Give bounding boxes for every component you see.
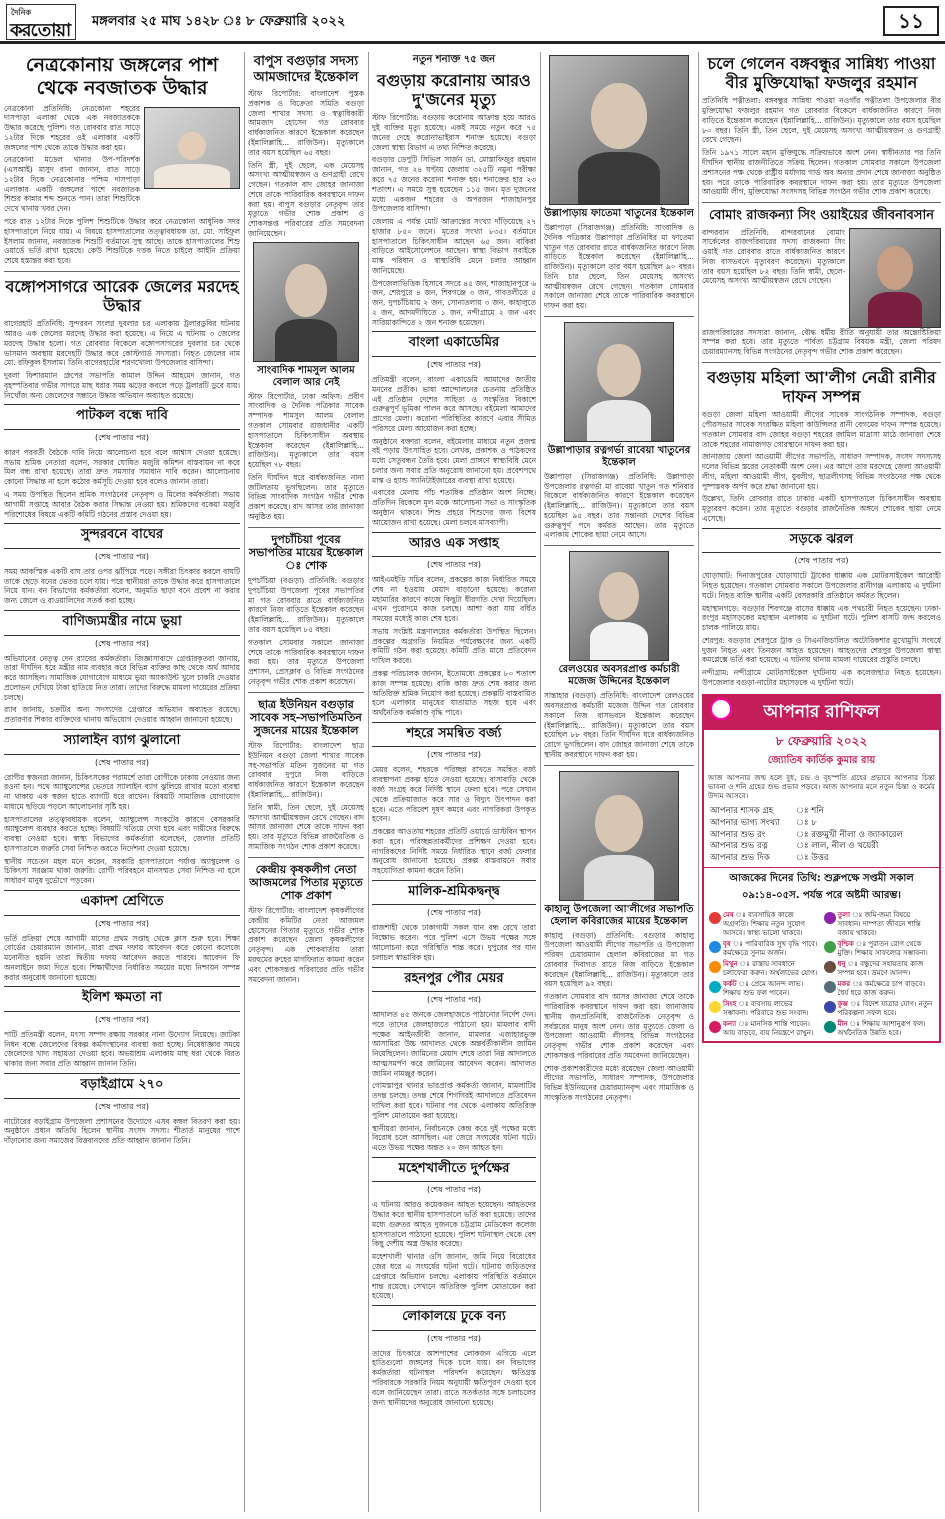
headline[interactable]: বড়াইগ্রামে ২৭০ xyxy=(80,1077,164,1092)
paragraph: প্রকল্প পরিচালক জানান, ইতোমধ্যে প্রকল্পের ৮০ শতাংশ কাজ সম্পন্ন হয়েছে। বাকি কাজ দ্রুত শেষ করার জন্য অতিরিক্ত শ্রমিক নিয়োগ করা হয়েছে। প্রকল্পটি বাস্তবায়িত হলে এলাকার মানুষের যাতায়াত সহজ হবে এবং অর্থনৈতিক কর্মকাণ্ড বৃদ্ধি পাবে। xyxy=(372,669,536,718)
zodiac-sign-forecast: ব্যবসায় লাভের সম্ভাবনা। পরিবারে শুভ সংবাদ। xyxy=(723,999,809,1017)
divider xyxy=(702,202,941,203)
zodiac-sign-forecast: পুরাতন রোগ থেকে মুক্তি। শিক্ষায় সাফল্যের সম্ভাবনা। xyxy=(837,940,928,958)
zodiac-sign-forecast: শিক্ষায় আশানুরূপ ফল। অর্থনৈতিক উন্নতি হবে। xyxy=(837,1019,926,1037)
zodiac-wheel-icon xyxy=(710,698,732,720)
headline[interactable]: চলে গেলেন বঙ্গবন্ধুর সান্নিধ্য পাওয়া বীর মুক্তিযোদ্ধা ফজলুর রহমান xyxy=(707,54,936,93)
newborn-photo xyxy=(144,107,240,189)
paragraph: বান্দরবান প্রতিনিধি: বান্দরবানের বোমাং সার্কেলের রাজপরিবারের সদস্য রাজকন্যা সিং ওয়াই গত রোববার রাতে বার্ধক্যজনিত কারণে নিজ বাসভবনে মৃত্যুবরণ করেছেন। মৃত্যুকালে তার বয়স হয়েছিল ৮২ বছর। তিনি স্বামী, ছেলে-মেয়েসহ অসংখ্য আত্মীয়স্বজন রেখে গেছেন। xyxy=(702,227,845,286)
paragraph: জেলায় এ পর্যন্ত মোট আক্রান্তের সংখ্যা দাঁড়িয়েছে ২৭ হাজার ৮৫০ জনে। মৃতের সংখ্যা ৮৩৫। বর্তমানে হাসপাতালে চিকিৎসাধীন আছেন ৬৫ জন। বাকিরা বাড়িতে আইসোলেশনে আছেন। স্বাস্থ্য বিভাগ সবাইকে মাস্ক পরিধান ও স্বাস্থ্যবিধি মেনে চলার আহ্বান জানিয়েছে। xyxy=(372,217,536,275)
continued-label: (শেষ পাতার পর) xyxy=(94,638,150,648)
paragraph: শেরপুর: বগুড়ার শেরপুরে ট্রাক ও সিএনজিচালিত অটোরিকশার মুখোমুখি সংঘর্ষে দুজন নিহত এবং তিনজন আহত হয়েছেন। আহতদের শেরপুর উপজেলা স্বাস্থ্য কমপ্লেক্সে ভর্তি করা হয়েছে। এ ঘটনায় থানায় মামলা দায়েরের প্রস্তুতি চলছে। xyxy=(702,635,941,665)
zodiac-sign-text: কর্কট ঃ প্রেমে আনন্দ লাভ। শিক্ষায় শুভ ফল পাবেন। xyxy=(723,978,804,997)
zodiac-sign-name: মীন xyxy=(837,1018,848,1028)
column-3 xyxy=(372,52,536,1512)
headline[interactable]: বাপুস বগুড়ার সদস্য আমজাদের ইন্তেকাল xyxy=(253,54,359,85)
photo-caption[interactable]: রেলওয়ের অবসরপ্রাপ্ত কর্মচারী মজেজ উদ্দিনের ইন্তেকাল xyxy=(558,664,680,688)
zodiac-sign-forecast: রাস্তায় সাবধানে চলাফেরা করুন। অর্থলাভের যোগ। xyxy=(723,960,818,977)
article-krishak-league xyxy=(248,863,364,985)
zodiac-sign-name: সিংহ xyxy=(723,998,737,1008)
photo-caption[interactable]: সাংবাদিক শামসুল আলম বেলাল আর নেই xyxy=(257,364,355,388)
article-rohanpur-mayor xyxy=(372,967,536,1153)
continued-label: (শেষ পাতার পর) xyxy=(794,556,849,566)
article-bapus-amjad xyxy=(248,54,364,239)
obituary-rabeya-khatun xyxy=(544,322,694,540)
elderly-woman-portrait xyxy=(559,771,679,901)
zodiac-sign-item xyxy=(822,999,937,1019)
continued-label: (শেষ পাতার পর) xyxy=(426,360,482,370)
zodiac-sign-forecast: জমি-জমা বিষয়ে সাবধান। দাম্পত্য জীবনে শান্তি বজায় থাকবে। xyxy=(837,911,921,938)
article-baraigram xyxy=(4,1073,240,1146)
zodiac-sign-forecast: পারিবারিক সুখ বৃদ্ধি পাবে। কর্মক্ষেত্রে সুনাম অর্জন। xyxy=(723,940,818,958)
continued-label: (শেষ পাতার পর) xyxy=(426,560,482,570)
zodiac-sign-forecast: বিদেশ যাত্রার যোগ। নতুন পরিকল্পনা সফল হবে। xyxy=(837,999,933,1017)
paragraph: স্টাফ রিপোর্টার: বাংলাদেশ ছাত্র ইউনিয়ন বগুড়া জেলা শাখার সাবেক সহ-সভাপতি মতিন সুজনের মা গত রোববার দুপুরে নিজ বাড়িতে বার্ধক্যজনিত কারণে ইন্তেকাল করেছেন (ইন্নালিল্লাহি... রাজিউন)। xyxy=(248,741,364,799)
paragraph: উল্লেখ্য, তিনি রোববার রাতে ঢাকার একটি হাসপাতালে চিকিৎসাধীন অবস্থায় মৃত্যুবরণ করেন। তার মৃত্যুতে বগুড়ার রাজনৈতিক অঙ্গনে শোকের ছায়া নেমে এসেছে। xyxy=(702,494,941,523)
headline[interactable]: শহরে সমন্বিত বর্জ্য xyxy=(406,725,502,741)
zodiac-signs-grid xyxy=(704,908,939,1040)
journalist-portrait xyxy=(253,242,359,362)
zodiac-sign-name: কন্যা xyxy=(723,1018,737,1028)
obituary-mojej-uddin xyxy=(544,551,694,759)
paragraph: আইএমইডি সচিব বলেন, প্রকল্পের কাজ নির্ধারিত সময়ে শেষ না হওয়ায় মেয়াদ বাড়ানো হয়েছে। করোনা মহামারির কারণে কাজে কিছুটা ধীরগতি দেখা দিয়েছিল। এখন পুরোদমে কাজ চলছে। আশা করা যায় বর্ধিত সময়ের মধ্যেই কাজ শেষ হবে। xyxy=(372,575,536,624)
row-label: আপনার শাসক গ্রহ xyxy=(710,805,774,816)
zodiac-sign-text: সিংহ ঃ ব্যবসায় লাভের সম্ভাবনা। পরিবারে শুভ সংবাদ। xyxy=(723,998,809,1017)
continued-label: (শেষ পাতার পর) xyxy=(94,551,150,561)
table-row xyxy=(710,830,933,842)
article-commerce-minister xyxy=(4,610,240,725)
photo-caption[interactable]: কাহালু উপজেলা আ'লীগের সভাপতি হেলাল কবিরাজের মায়ের ইন্তেকাল xyxy=(544,903,694,927)
table-row xyxy=(710,853,933,865)
paragraph: সান্তাহার (বগুড়া) প্রতিনিধি: বাংলাদেশ রেলওয়ের অবসরপ্রাপ্ত কর্মচারী মজেজ উদ্দিন গত রোববার সকালে নিজ বাসভবনে ইন্তেকাল করেছেন (ইন্নালিল্লাহি... রাজিউন)। মৃত্যুকালে তার বয়স হয়েছিল ৮৮ বছর। তিনি দীর্ঘদিন ধরে বার্ধক্যজনিত রোগে ভুগছিলেন। বাদ জোহর জানাজা শেষে তাকে স্থানীয় কবরস্থানে দাফন করা হয়। xyxy=(544,691,694,759)
paragraph: প্রতিমন্ত্রী বলেন, বাংলা একাডেমি আমাদের জাতীয় মননের প্রতীক। ভাষা আন্দোলনের চেতনায় প্রতিষ্ঠিত এই প্রতিষ্ঠান দেশের সাহিত্য ও সংস্কৃতির বিকাশে গুরুত্বপূর্ণ ভূমিকা পালন করে আসছে। বইমেলা আমাদের প্রাণের মেলা। করোনা পরিস্থিতির কারণে এবার সীমিত পরিসরে মেলা আয়োজন করা হচ্ছে। xyxy=(372,375,536,433)
paragraph: তিনি ১৯৭১ সালে মহান মুক্তিযুদ্ধে সক্রিয়ভাবে অংশ নেন। স্বাধীনতার পর তিনি দীর্ঘদিন স্থানীয় রাজনীতিতে সক্রিয় ছিলেন। গতকাল সোমবার সকালে উপজেলা প্রশাসনের পক্ষ থেকে রাষ্ট্রীয় মর্যাদায় গার্ড অব অনার প্রদান শেষে জানাজা অনুষ্ঠিত হয়। পরে তাকে পারিবারিক কবরস্থানে দাফন করা হয়। তার মৃত্যুতে উপজেলা আওয়ামী লীগ, মুক্তিযোদ্ধা সংসদসহ বিভিন্ন সংগঠন গভীর শোক প্রকাশ করেছে। xyxy=(702,148,941,197)
paragraph: নন্দীগ্রাম: নন্দীগ্রামে মোটরসাইকেল দুর্ঘটনায় এক কলেজছাত্র নিহত হয়েছেন। উপজেলার বগুড়া-নাটোর মহাসড়কে এ দুর্ঘটনা ঘটে। xyxy=(702,668,941,687)
horoscope-title[interactable]: আপনার রাশিফল xyxy=(763,701,880,722)
divider xyxy=(702,362,941,363)
zodiac-symbol-icon xyxy=(824,981,836,993)
continued-label: (শেষ পাতার পর) xyxy=(426,995,482,1005)
headline[interactable]: পাটকল বন্ধে দাবি xyxy=(76,408,168,424)
photo-caption[interactable]: উল্লাপাড়ায় ফাতেমা খাতুনের ইন্তেকাল xyxy=(544,208,694,219)
headline[interactable]: লোকালয়ে ঢুকে বন্য xyxy=(402,1309,506,1325)
zodiac-sign-name: কর্কট xyxy=(723,978,737,988)
zodiac-sign-name: তুলা xyxy=(837,910,850,920)
paragraph: শোক প্রকাশকারীদের মধ্যে রয়েছেন জেলা আওয়ামী লীগের সভাপতি, সাধারণ সম্পাদক, উপজেলার বিভিন্ন ইউনিয়নের চেয়ারম্যানবৃন্দ এবং সামাজিক ও সাংস্কৃতিক সংগঠনের নেতৃবৃন্দ। xyxy=(544,1063,694,1102)
zodiac-sign-forecast: বন্ধুদের সহায়তায় কাজ সম্পন্ন হবে। ভ্রমণে আনন্দ। xyxy=(837,960,924,977)
paragraph: স্থানীয়রা জানান, নির্বাচনকে কেন্দ্র করে দুই পক্ষের মধ্যে বিরোধ চলে আসছিল। এর জেরে সংঘর্ষের ঘটনা ঘটে। এতে উভয় পক্ষের অন্তত ২০ জন আহত হন। xyxy=(372,1123,536,1153)
horoscope-table xyxy=(704,804,939,867)
paragraph: র‍্যাব জানায়, চক্রটির অন্য সদস্যদের গ্রেপ্তারে অভিযান অব্যাহত রয়েছে। প্রতারণার শিকার ব্যক্তিদের থানায় অভিযোগ দেওয়ার আহ্বান জানানো হয়েছে। xyxy=(4,705,240,725)
horoscope-date: ৮ ফেব্রুয়ারি ২০২২ xyxy=(775,733,868,748)
article-road-accident xyxy=(702,528,941,688)
zodiac-sign-name: মকর xyxy=(837,978,851,988)
paragraph: অভিযানের নেতৃত্ব দেন র‍্যাবের কর্মকর্তারা। জিজ্ঞাসাবাদে গ্রেপ্তারকৃতরা জানায়, তারা দীর্ঘদিন ধরে মন্ত্রীর নাম ব্যবহার করে বিভিন্ন ব্যক্তির কাছ থেকে অর্থ আদায় করে আসছিল। সামাজিক যোগাযোগ মাধ্যমে ভুয়া অ্যাকাউন্ট খুলে চাকরি দেওয়ার প্রলোভন দেখিয়ে টাকা হাতিয়ে নিত তারা। তাদের বিরুদ্ধে মামলা দায়েরের প্রক্রিয়া চলছে। xyxy=(4,653,240,702)
headline[interactable]: দুপচাঁচিয়া পূবের সভাপতির মায়ের ইন্তেকাল ঃ শোক xyxy=(248,532,364,572)
article-bomang-princess xyxy=(702,208,941,357)
zodiac-sign-name: বৃশ্চিক xyxy=(837,939,854,949)
continued-label: (শেষ পাতার পর) xyxy=(426,908,482,918)
elderly-woman-portrait xyxy=(564,322,674,442)
paragraph: ঘোড়াঘাট: দিনাজপুরের ঘোড়াঘাটে ট্রাকের ধাক্কায় এক মোটরসাইকেল আরোহী নিহত হয়েছেন। গতকাল সোমবার সকালে উপজেলার রানীগঞ্জ এলাকায় এ দুর্ঘটনা ঘটে। নিহত ব্যক্তি স্থানীয় একটি বেসরকারি প্রতিষ্ঠানে কর্মরত ছিলেন। xyxy=(702,571,941,600)
paragraph: পাটি প্রতিমন্ত্রী বলেন, মৎস্য সম্পদ রক্ষায় সরকার নানা উদ্যোগ নিয়েছে। জাটকা নিধন বন্ধে জেলেদের বিকল্প কর্মসংস্থানের ব্যবস্থা করা হচ্ছে। নিষেধাজ্ঞার সময়ে জেলেদের খাদ্য সহায়তা দেওয়া হবে। অভয়াশ্রম এলাকায় মাছ ধরা থেকে বিরত থাকার জন্য সবার প্রতি আহ্বান জানান তিনি। xyxy=(4,1029,240,1069)
row-value: ঃ ৮ xyxy=(796,817,817,828)
row-label: আপনার ভাগ্য সংখ্যা xyxy=(710,817,780,828)
newspaper-logo[interactable] xyxy=(6,4,76,40)
zodiac-symbol-icon xyxy=(709,981,721,993)
zodiac-symbol-icon xyxy=(824,941,836,953)
headline[interactable]: সড়কে ঝরল xyxy=(789,531,854,547)
paragraph: এ ঘটনায় আরও কয়েকজন আহত হয়েছেন। আহতদের উদ্ধার করে স্থানীয় হাসপাতালে ভর্তি করা হয়েছে। তাদের মধ্যে গুরুতর আহত দুজনকে চট্টগ্রাম মেডিকেল কলেজ হাসপাতালে পাঠানো হয়েছে। পুলিশ ঘটনাস্থল থেকে বেশ কিছু দেশীয় অস্ত্র উদ্ধার করেছে। xyxy=(372,1200,536,1249)
continued-label: (শেষ পাতার পর) xyxy=(94,918,150,928)
zodiac-sign-name: ধনু xyxy=(837,959,846,969)
zodiac-sign-name: মিথুন xyxy=(723,959,738,969)
horoscope-intro: আজ আপনার জন্ম হলে বুধ, চন্দ্র ও বৃহস্পতি গ্রহের প্রভাবে আপনার চিন্তা ভাবনা ও শনি গ্রহের শুভ প্রভাব পড়বে। আজ আপনার মনে নতুন চিন্তা ও কর্মের উদ্যম আসবে। xyxy=(708,772,935,801)
zodiac-symbol-icon xyxy=(709,912,721,924)
continued-label: (শেষ পাতার পর) xyxy=(94,432,150,442)
headline[interactable]: আরও এক সপ্তাহ xyxy=(409,535,499,551)
zodiac-sign-text: মকর ঃ কর্মক্ষেত্রে চাপ বাড়বে। ধৈর্য ধরে কাজ করুন। xyxy=(837,978,925,997)
headline[interactable]: একাদশ শ্রেণিতে xyxy=(80,893,164,909)
zodiac-sign-text: কুম্ভ ঃ বিদেশ যাত্রার যোগ। নতুন পরিকল্পনা সফল হবে। xyxy=(837,998,933,1017)
article-one-more-week xyxy=(372,532,536,718)
zodiac-symbol-icon xyxy=(824,1021,836,1033)
paragraph: সভায় সংশ্লিষ্ট মন্ত্রণালয়ের কর্মকর্তারা উপস্থিত ছিলেন। প্রকল্পের অগ্রগতি নিয়মিত পর্যবেক্ষণের জন্য একটি কমিটি গঠন করা হয়েছে। কমিটি প্রতি মাসে প্রতিবেদন দাখিল করবে। xyxy=(372,626,536,666)
zodiac-sign-name: কুম্ভ xyxy=(837,998,848,1008)
paragraph: নাটোরের বড়াইগ্রাম উপজেলা প্রশাসনের উদ্যোগে এসব কম্বল বিতরণ করা হয়। অনুষ্ঠানে প্রধান অতিথি ছিলেন স্থানীয় সংসদ সদস্য। শীতার্ত মানুষের পাশে দাঁড়ানোর জন্য সমাজের বিত্তবানদের প্রতি আহ্বান জানান তিনি। xyxy=(4,1116,240,1146)
paragraph: উল্লাপাড়া (সিরাজগঞ্জ) প্রতিনিধি: উল্লাপাড়া উপজেলার রত্নগর্ভা মা রাবেয়া খাতুন গত শনিবার বিকেলে বার্ধক্যজনিত কারণে ইন্তেকাল করেছেন (ইন্নালিল্লাহি... রাজিউন)। মৃত্যুকালে তার বয়স হয়েছিল ৯৫ বছর। তার সন্তানরা দেশের বিভিন্ন গুরুত্বপূর্ণ পদে কর্মরত আছেন। তার মৃত্যুতে এলাকায় শোকের ছায়া নেমে আসে। xyxy=(544,471,694,540)
paragraph: গতকাল সোমবার সকালে জানাজা শেষে তাকে পারিবারিক কবরস্থানে দাফন করা হয়। তার মৃত্যুতে উপজেলা প্রশাসন, প্রেসক্লাব ও বিভিন্ন সংগঠনের নেতৃবৃন্দ গভীর শোক প্রকাশ করেছেন। xyxy=(248,637,364,686)
paragraph: কাহালু (বগুড়া) প্রতিনিধি: বগুড়ার কাহালু উপজেলা আওয়ামী লীগের সভাপতি ও উপজেলা পরিষদ চেয়ারম্যান হেলাল কবিরাজের মা গত রোববার দিবাগত রাতে নিজ বাড়িতে ইন্তেকাল করেছেন (ইন্নালিল্লাহি... রাজিউন)। মৃত্যুকালে তার বয়স হয়েছিল ৯২ বছর। xyxy=(544,930,694,989)
paragraph: পরে রাত ১২টার দিকে পুলিশ শিশুটিকে উদ্ধার করে নেত্রকোনা আধুনিক সদর হাসপাতালে নিয়ে যায়। এ বিষয়ে হাসপাতালের তত্ত্বাবধায়ক ডা. মো. সাইফুল ইসলাম জানান, নবজাতক শিশুটি বর্তমানে সুস্থ আছে। তাকে হাসপাতালের শিশু ওয়ার্ডে ভর্তি রাখা হয়েছে। কেউ শিশুটিকে দত্তক নিতে চাইলে আইনি প্রক্রিয়া শেষে হস্তান্তর করা হবে। xyxy=(4,217,240,266)
paragraph: রোগীর স্বজনরা জানান, চিকিৎসকের পরামর্শে তারা রোগীকে ঢাকায় নেওয়ার জন্য রওনা হন। পথে অ্যাম্বুলেন্সের ভেতরে স্যালাইন ব্যাগ ঝুলিয়ে রাখার মতো ব্যবস্থা না থাকায় এক স্বজন হাতে ব্যাগটি ধরে রাখেন। বিষয়টি সামাজিক যোগাযোগ মাধ্যমে ছড়িয়ে পড়লে আলোচনার সৃষ্টি হয়। xyxy=(4,772,240,811)
article-fisherman-body xyxy=(4,277,240,401)
paragraph: দুবলা ফিশারম্যান গ্রুপের সভাপতি কামাল উদ্দিন আহমেদ জানান, গত বৃহস্পতিবার গভীর সাগরে মাছ ধরার সময় ঝড়ের কবলে পড়ে ট্রলারটি ডুবে যায়। নিখোঁজ অন্য জেলেদের সন্ধানে উদ্ধার অভিযান অব্যাহত রয়েছে। xyxy=(4,371,240,400)
zodiac-sign-text: মিথুন ঃ রাস্তায় সাবধানে চলাফেরা করুন। অর্থলাভের যোগ। xyxy=(723,959,818,977)
zodiac-sign-item xyxy=(707,939,822,959)
zodiac-sign-forecast: প্রেমে আনন্দ লাভ। শিক্ষায় শুভ ফল পাবেন। xyxy=(723,979,804,997)
zodiac-sign-item xyxy=(822,1019,937,1039)
paragraph: জানাজায় জেলা আওয়ামী লীগের সভাপতি, সাধারণ সম্পাদক, সংসদ সদস্যসহ দলের বিভিন্ন স্তরের নেতাকর্মী অংশ নেন। এর আগে তার মরদেহে জেলা আওয়ামী লীগ, মহিলা আওয়ামী লীগ, যুবলীগ, ছাত্রলীগসহ বিভিন্ন সংগঠনের পক্ষ থেকে পুষ্পস্তবক অর্পণ করে শ্রদ্ধা জানানো হয়। xyxy=(702,452,941,491)
continued-label: (শেষ পাতার পর) xyxy=(94,757,150,767)
paragraph: বগুড়ার ডেপুটি সিভিল সার্জন ডা. মোস্তাফিজুর রহমান জানান, গত ২৪ ঘণ্টায় জেলায় ৩২৫টি নমুনা পরীক্ষা করে ৭৫ জনের করোনা শনাক্ত হয়। শনাক্তের হার ২৩ শতাংশ। এ সময়ে সুস্থ হয়েছেন ১১৫ জন। মৃত দুজনের মধ্যে একজন শহরের ও অপরজন শাজাহানপুর উপজেলার বাসিন্দা। xyxy=(372,155,536,214)
headline[interactable]: ছাত্র ইউনিয়ন বগুড়ার সাবেক সহ-সভাপতিমতিন সুজনের মায়ের ইন্তেকাল xyxy=(250,697,362,737)
article-mohila-league xyxy=(702,368,941,524)
column-5 xyxy=(702,52,941,1512)
paragraph: স্টাফ রিপোর্টার: বগুড়ায় করোনায় আক্রান্ত হয়ে আরও দুই ব্যক্তির মৃত্যু হয়েছে। একই সময়ে নতুন করে ৭৫ জনের দেহে করোনাভাইরাস শনাক্ত হয়েছে। বগুড়া জেলা স্বাস্থ্য বিভাগ এ তথ্য নিশ্চিত করেছে। xyxy=(372,113,536,152)
paragraph: আদালত ৪৫ জনকে জেলহাজতে পাঠানোর নির্দেশ দেন। পরে তাদের জেলহাজতে পাঠানো হয়। মামলার বাদী পক্ষের আইনজীবী জানান, মামলার এজাহারভুক্ত আসামিরা উচ্চ আদালত থেকে অন্তর্বর্তীকালীন জামিন নিয়েছিলেন। জামিনের মেয়াদ শেষে তারা নিম্ন আদালতে আত্মসমর্পণ করে জামিনের আবেদন করেন। আদালত জামিন নামঞ্জুর করেন। xyxy=(372,1010,536,1078)
divider xyxy=(4,271,240,272)
zodiac-symbol-icon xyxy=(824,912,836,924)
kicker: নতুন শনাক্ত ৭৫ জন xyxy=(412,54,496,65)
continued-label: (শেষ পাতার পর) xyxy=(94,1014,150,1024)
zodiac-sign-item xyxy=(822,979,937,999)
elderly-woman-portrait xyxy=(549,55,689,205)
article-jute-mill xyxy=(4,404,240,519)
headline[interactable]: বঙ্গোপসাগরে আরেক জেলের মরদেহ উদ্ধার xyxy=(5,276,239,316)
page-number: ১১ xyxy=(883,6,939,36)
paragraph: নেত্রকোনা মডেল থানার উপ-পরিদর্শক (এসআই) মাসুদ রানা জানান, রাত সাড়ে ১২টার দিকে নেত্রকোনার পশ্চিম দাসপাড়া এলাকার একটি জঙ্গলের পাশে নবজাতক শিশুর কান্নার শব্দ শুনতে পান। তারা শিশুটিকে দেখে থানায় খবর দেন। xyxy=(4,155,140,214)
row-value: ঃ লাল, নীল ও খয়েরী xyxy=(796,841,879,852)
continued-label: (শেষ পাতার পর) xyxy=(426,1333,482,1343)
zodiac-sign-name: বৃষ xyxy=(723,939,731,949)
tithi-line: আজকের দিনের তিথি: শুক্লপক্ষে সপ্তমী সকাল ০৯:১৪-০৫স. পর্যন্ত পরে অষ্টমী আরম্ভ। xyxy=(704,867,939,908)
zodiac-symbol-icon xyxy=(824,961,836,973)
paragraph: বাগেরহাট প্রতিনিধি: সুন্দরবন সংলগ্ন দুবলার চর এলাকায় ট্রলারডুবির ঘটনায় আরও এক জেলের মরদেহ উদ্ধার করা হয়েছে। এ নিয়ে এ ঘটনায় ৩ জেলের মরদেহ উদ্ধার হলো। গত রোববার বিকেলে বঙ্গোপসাগরের দুবলার চর থেকে ভাসমান অবস্থায় মরদেহটি উদ্ধার করে কোস্টগার্ড সদস্যরা। নিহত জেলের নাম মো. রফিকুল ইসলাম। তিনি বাগেরহাটের শরণখোলা উপজেলার বাসিন্দা। xyxy=(4,319,240,368)
row-label: আপনার শুভ দিক xyxy=(710,853,770,864)
paragraph: প্রতিনিধি পত্নীতলা: বঙ্গবন্ধুর সান্নিধ্য পাওয়া নওগাঁর পত্নীতলা উপজেলার বীর মুক্তিযোদ্ধা ফজলুর রহমান গত রোববার বিকেলে বার্ধক্যজনিত কারণে নিজ বাড়িতে ইন্তেকাল করেছেন (ইন্নালিল্লাহি... রাজিউন)। মৃত্যুকালে তার বয়স হয়েছিল ৮০ বছর। তিনি স্ত্রী, তিন ছেলে, দুই মেয়েসহ অসংখ্য আত্মীয়স্বজন ও গুণগ্রাহী রেখে গেছেন। xyxy=(702,96,941,145)
zodiac-sign-forecast: ব্যবসায়িক কাজে অগ্রগতি। শিক্ষায় নতুন সুযোগ আসবে। স্বাস্থ্য ভালো থাকবে। xyxy=(723,911,805,938)
paragraph: কারণ পরবর্তী বৈঠকে দাবি নিয়ে আলোচনা হবে বলে আশ্বাস দেওয়া হয়েছে। সভায় শ্রমিক নেতারা বলেন, সরকার ঘোষিত মজুরি কমিশন বাস্তবায়ন না করে মিল বন্ধ রাখা হয়েছে। তারা দ্রুত সমস্যার সমাধান দাবি করেন। আলোচনায় কোনো সিদ্ধান্ত না হলে কঠোর কর্মসূচি দেওয়া হবে বলেও জানান তারা। xyxy=(4,447,240,487)
divider xyxy=(248,857,364,858)
article-newborn-rescue xyxy=(4,54,240,266)
column-4 xyxy=(544,52,694,1512)
paragraph: মেয়র বলেন, শহরকে পরিচ্ছন্ন রাখতে সমন্বিত বর্জ্য ব্যবস্থাপনা প্রকল্প হাতে নেওয়া হয়েছে। বাসাবাড়ি থেকে বর্জ্য সংগ্রহ করে নির্দিষ্ট স্থানে ফেলা হবে। পরে সেখান থেকে প্রক্রিয়াজাত করে সার ও বিদ্যুৎ উৎপাদন করা হবে। এতে পরিবেশ দূষণ কমবে এবং নাগরিকরা উপকৃত হবেন। xyxy=(372,765,536,824)
zodiac-sign-forecast: মানসিক শান্তি পাবেন। আয় বাড়বে, ব্যয় নিয়ন্ত্রণে রাখুন। xyxy=(723,1019,814,1037)
paragraph: গতকাল সোমবার বাদ আসর জানাজা শেষে তাকে পারিবারিক কবরস্থানে দাফন করা হয়। জানাজায় স্থানীয় জনপ্রতিনিধি, রাজনৈতিক নেতৃবৃন্দ ও সর্বস্তরের মানুষ অংশ নেন। তার মৃত্যুতে জেলা ও উপজেলা আওয়ামী লীগসহ বিভিন্ন সংগঠনের নেতৃবৃন্দ গভীর শোক প্রকাশ করেছেন এবং শোকসন্তপ্ত পরিবারের প্রতি সমবেদনা জানিয়েছেন। xyxy=(544,992,694,1060)
zodiac-sign-item xyxy=(707,979,822,999)
headline[interactable]: মালিক-শ্রমিকদ্বন্দ্ব xyxy=(408,883,500,899)
paragraph: স্থানীয় সচেতন মহল মনে করেন, সরকারি হাসপাতালে পর্যাপ্ত অ্যাম্বুলেন্স ও চিকিৎসা সরঞ্জাম থাকা জরুরি। রোগী পরিবহনে মানসম্মত সেবা নিশ্চিত না হলে সাধারণ মানুষ দুর্ভোগে পড়বেন। xyxy=(4,856,240,886)
paragraph: রাজপরিবারের সদস্যরা জানান, বৌদ্ধ ধর্মীয় রীতি অনুযায়ী তার অন্ত্যেষ্টিক্রিয়া সম্পন্ন করা হবে। তার মৃত্যুতে পার্বত্য চট্টগ্রাম বিষয়ক মন্ত্রী, জেলা পরিষদ চেয়ারম্যানসহ বিভিন্ন সংগঠনের নেতৃবৃন্দ গভীর শোক প্রকাশ করেছেন। xyxy=(702,327,941,357)
divider xyxy=(544,316,694,317)
article-hilsa xyxy=(4,986,240,1069)
zodiac-sign-item xyxy=(707,999,822,1019)
headline[interactable]: সুন্দরবনে বাঘের xyxy=(80,527,164,543)
article-sundarban-tiger xyxy=(4,523,240,606)
divider xyxy=(248,527,364,528)
headline[interactable]: রহনপুর পৌর মেয়র xyxy=(404,970,504,986)
column-divider xyxy=(698,52,699,1512)
headline[interactable]: বোমাং রাজকন্যা সিং ওয়াইয়ের জীবনাবসান xyxy=(708,208,935,224)
headline[interactable]: বাণিজ্যমন্ত্রীর নামে ভুয়া xyxy=(62,613,182,629)
continued-label: (শেষ পাতার পর) xyxy=(94,1101,150,1111)
headline[interactable]: নেত্রকোনায় জঙ্গলের পাশ থেকে নবজাতক উদ্ধার xyxy=(25,54,219,99)
paragraph: দুপচাঁচিয়া (বগুড়া) প্রতিনিধি: বগুড়ার দুপচাঁচিয়া উপজেলা পূবের সভাপতির মা গত রোববার রাতে বার্ধক্যজনিত কারণে নিজ বাড়িতে ইন্তেকাল করেছেন (ইন্নালিল্লাহি... রাজিউন)। মৃত্যুকালে তার বয়স হয়েছিল ৮৫ বছর। xyxy=(248,576,364,635)
paragraph: প্রকল্পের আওতায় শহরের প্রতিটি ওয়ার্ডে ডাস্টবিন স্থাপন করা হবে। পরিচ্ছন্নতাকর্মীদের প্রশিক্ষণ দেওয়া হবে। নাগরিকদের নির্দিষ্ট সময়ে নির্ধারিত স্থানে বর্জ্য ফেলার অনুরোধ জানানো হয়েছে। প্রকল্প বাস্তবায়নে সবার সহযোগিতা কামনা করেন তিনি। xyxy=(372,827,536,876)
continued-label: (শেষ পাতার পর) xyxy=(426,1185,482,1195)
zodiac-sign-text: ধনু ঃ বন্ধুদের সহায়তায় কাজ সম্পন্ন হবে। ভ্রমণে আনন্দ। xyxy=(837,959,924,977)
astrologer-name: জ্যোতিষ কার্তিক কুমার রায় xyxy=(767,754,876,766)
headline[interactable]: কেন্দ্রীয় কৃষকলীগ নেতা আজমলের পিতার মৃত্যুতে শোক প্রকাশ xyxy=(249,862,363,902)
zodiac-sign-item xyxy=(822,910,937,939)
paragraph: তিনি দীর্ঘদিন ধরে বার্ধক্যজনিত নানা জটিলতায় ভুগছিলেন। তার মৃত্যুতে বিভিন্ন সাংবাদিক সংগঠন গভীর শোক প্রকাশ করেছে। বাদ আসর তার জানাজা অনুষ্ঠিত হয়। xyxy=(248,472,364,521)
divider xyxy=(544,545,694,546)
column-divider xyxy=(540,52,541,1512)
zodiac-symbol-icon xyxy=(709,961,721,973)
table-row xyxy=(710,818,933,830)
row-value: ঃ রক্তমুখী নীলা ও জ্যাকারেল xyxy=(796,829,903,840)
zodiac-symbol-icon xyxy=(709,941,721,953)
continued-label: (শেষ পাতার পর) xyxy=(426,750,482,760)
horoscope-header xyxy=(704,696,939,730)
table-row xyxy=(710,806,933,818)
elderly-man-portrait xyxy=(569,551,669,661)
column-1 xyxy=(4,52,240,1512)
column-divider xyxy=(368,52,369,1512)
divider xyxy=(248,692,364,693)
horoscope-box xyxy=(702,694,941,1043)
paragraph: অনুষ্ঠানে বক্তারা বলেন, বইমেলার মাধ্যমে নতুন প্রজন্ম বই পড়ায় উৎসাহিত হবে। লেখক, প্রকাশক ও পাঠকদের মধ্যে সেতুবন্ধন তৈরি হবে। মেলা প্রাঙ্গণে স্বাস্থ্যবিধি মেনে চলার জন্য সবার প্রতি অনুরোধ জানানো হয়। প্রবেশপথে মাস্ক ও হ্যান্ড স্যানিটাইজারের ব্যবস্থা রাখা হয়েছে। xyxy=(372,436,536,485)
zodiac-sign-item xyxy=(822,959,937,979)
article-dupchanchia-obit xyxy=(248,533,364,687)
column-2 xyxy=(248,52,364,1512)
divider xyxy=(544,765,694,766)
headline[interactable]: ইলিশ ক্ষমতা না xyxy=(82,990,162,1006)
row-value: ঃ উত্তর xyxy=(796,853,829,864)
masthead xyxy=(0,0,945,44)
article-waste-management xyxy=(372,722,536,876)
paragraph: গোমস্তাপুর থানার ভারপ্রাপ্ত কর্মকর্তা জানান, মামলাটির তদন্ত চলছে। তদন্ত শেষে শিগগিরই আদালতে প্রতিবেদন দাখিল করা হবে। ঘটনার পর থেকে এলাকায় অতিরিক্ত পুলিশ মোতায়েন করা হয়েছে। xyxy=(372,1081,536,1120)
dateline: মঙ্গলবার ২৫ মাঘ ১৪২৮ ঃ ৮ ফেব্রুয়ারি ২০২২ xyxy=(92,14,346,29)
row-value: ঃ শনি xyxy=(796,805,824,816)
zodiac-sign-text: তুলা ঃ জমি-জমা বিষয়ে সাবধান। দাম্পত্য জীবনে শান্তি বজায় থাকবে। xyxy=(837,910,921,938)
obituary-fatema-khatun xyxy=(544,55,694,311)
paragraph: মহাস্থানগড়ে: বগুড়ার শিবগঞ্জে বাসের ধাক্কায় এক পথচারী নিহত হয়েছেন। ঢাকা-রংপুর মহাসড়কের মহাস্থান এলাকায় এ দুর্ঘটনা ঘটে। পুলিশ বাসটি জব্দ করলেও চালক পালিয়ে যায়। xyxy=(702,603,941,633)
woman-portrait xyxy=(849,228,941,328)
article-bogura-covid xyxy=(372,52,536,327)
zodiac-symbol-icon xyxy=(709,1021,721,1033)
zodiac-symbol-icon xyxy=(709,1001,721,1013)
paragraph: বগুড়া জেলা মহিলা আওয়ামী লীগের সাবেক সাংগঠনিক সম্পাদক, বগুড়া পৌরসভার সাবেক সংরক্ষিত মহিলা কাউন্সিলর রানী বেগমের দাফন সম্পন্ন হয়েছে। গতকাল সোমবার বাদ জোহর বগুড়া শহরের জামিল মাদ্রাসা মাঠে জানাজা শেষে তাকে শহরের নামাজগড় গোরস্থানে দাফন করা হয়। xyxy=(702,410,941,449)
paragraph: স্টাফ রিপোর্টার: বাংলাদেশ পুস্তক প্রকাশক ও বিক্রেতা সমিতি বগুড়া জেলা শাখার সদস্য ও স্বত্বাধিকারী আমজাদ হোসেন গত রোববার বার্ধক্যজনিত কারণে ইন্তেকাল করেছেন (ইন্নালিল্লাহি... রাজিউন)। মৃত্যুকালে তার বয়স হয়েছিল ৬৫ বছর। xyxy=(248,89,364,157)
logo-title: করতোয়া xyxy=(10,20,71,41)
photo-caption[interactable]: উল্লাপাড়ার রত্নগর্ভা রাবেয়া খাতুনের ইন্তেকাল xyxy=(547,444,691,468)
zodiac-sign-forecast: কর্মক্ষেত্রে চাপ বাড়বে। ধৈর্য ধরে কাজ করুন। xyxy=(837,979,925,997)
paragraph: এবারের মেলায় পাঁচ শতাধিক প্রতিষ্ঠান অংশ নিচ্ছে। প্রতিদিন বিকেলে মূল মঞ্চে আলোচনা সভা ও সাংস্কৃতিক অনুষ্ঠান থাকবে। শিশু প্রহরে শিশুদের জন্য বিশেষ আয়োজন রাখা হয়েছে। মেলা চলবে মাসব্যাপী। xyxy=(372,488,536,527)
article-wild-elephant xyxy=(372,1305,536,1407)
zodiac-sign-name: মেষ xyxy=(723,910,734,920)
paragraph: উল্লাপাড়া (সিরাজগঞ্জ) প্রতিনিধি: সাংবাদিক ও দৈনিক পত্রিকার উল্লাপাড়া প্রতিনিধির মা ফাতেমা খাতুন গত রোববার রাতে বার্ধক্যজনিত কারণে নিজ বাড়িতে ইন্তেকাল করেছেন (ইন্নালিল্লাহি... রাজিউন)। মৃত্যুকালে তার বয়স হয়েছিল ৯০ বছর। তিনি চার ছেলে, তিন মেয়েসহ অসংখ্য আত্মীয়স্বজন রেখে গেছেন। গতকাল সোমবার সকালে জানাজা শেষে তাকে পারিবারিক কবরস্থানে দাফন করা হয়। xyxy=(544,223,694,311)
logo-small-text: দৈনিক xyxy=(11,8,32,17)
zodiac-sign-text: বৃশ্চিক ঃ পুরাতন রোগ থেকে মুক্তি। শিক্ষায় সাফল্যের সম্ভাবনা। xyxy=(837,939,928,958)
obituary-helal-kabiraj-mother xyxy=(544,771,694,1103)
paragraph: মহেশখালী থানার ওসি জানান, জমি নিয়ে বিরোধের জের ধরে এ সংঘর্ষের ঘটনা ঘটে। ঘটনায় জড়িতদের গ্রেপ্তারে অভিযান চলছে। এলাকায় পরিস্থিতি বর্তমানে শান্ত রয়েছে। সেখানে অতিরিক্ত পুলিশ মোতায়েন করা হয়েছে। xyxy=(372,1252,536,1301)
paragraph: উপজেলাভিত্তিক হিসাবে সদরে ৪৫ জন, শাজাহানপুরে ৬ জন, শেরপুরে ৪ জন, শিবগঞ্জে ৩ জন, গাবতলীতে ৫ জন, দুপচাঁচিয়ায় ২ জন, সোনাতলায় ৩ জন, কাহালুতে ২ জন, আদমদীঘিতে ১ জন, নন্দীগ্রামে ২ জন এবং সারিয়াকান্দিতে ২ জন শনাক্ত হয়েছেন। xyxy=(372,278,536,327)
zodiac-symbol-icon xyxy=(824,1001,836,1013)
paragraph: তিনি স্বামী, তিন ছেলে, দুই মেয়েসহ অসংখ্য আত্মীয়স্বজন রেখে গেছেন। বাদ আসর জানাজা শেষে তাকে দাফন করা হয়। তার মৃত্যুতে বিভিন্ন রাজনৈতিক ও সামাজিক সংগঠন শোক প্রকাশ করেছে। xyxy=(248,802,364,851)
paragraph: নেত্রকোনা প্রতিনিধি: নেত্রকোনা শহরের দাসপাড়া এলাকা থেকে এক নবজাতককে উদ্ধার করেছে পুলিশ। গত রোববার রাত সাড়ে ১২টার দিকে শহরের ওই এলাকার একটি জঙ্গলের পাশ থেকে তাকে উদ্ধার করা হয়। xyxy=(4,103,140,152)
paragraph: তিনি স্ত্রী, দুই ছেলে, এক মেয়েসহ অসংখ্য আত্মীয়স্বজন ও গুণগ্রাহী রেখে গেছেন। গতকাল বাদ জোহর জানাজা শেষে তাকে পারিবারিক কবরস্থানে দাফন করা হয়। বাপুস বগুড়ার নেতৃবৃন্দ তার মৃত্যুতে গভীর শোক প্রকাশ ও শোকসন্তপ্ত পরিবারের প্রতি সমবেদনা জানিয়েছেন। xyxy=(248,160,364,238)
zodiac-sign-item xyxy=(707,959,822,979)
headline[interactable]: মহেশখালীতে দুর্পক্ষের xyxy=(398,1160,510,1176)
article-chhatra-union xyxy=(248,698,364,852)
row-label: আপনার শুভ রং xyxy=(710,829,766,840)
headline[interactable]: বাংলা একাডেমির xyxy=(408,335,500,351)
article-freedom-fighter xyxy=(702,54,941,197)
zodiac-sign-item xyxy=(707,910,822,939)
zodiac-sign-text: মীন ঃ শিক্ষায় আশানুরূপ ফল। অর্থনৈতিক উন্নতি হবে। xyxy=(837,1018,926,1037)
table-row xyxy=(710,841,933,853)
column-divider xyxy=(244,52,245,1512)
paragraph: ভর্তি প্রক্রিয়া শেষে আগামী মাসের প্রথম সপ্তাহ থেকে ক্লাস শুরু হবে। শিক্ষা বোর্ডের চেয়ারম্যান জানান, যারা প্রথম দফায় আবেদন করে কোনো কলেজে মনোনীত হয়নি তারা দ্বিতীয় দফায় আবেদন করতে পারবে। আবেদন ফি অনলাইনে জমা দিতে হবে। শিক্ষার্থীদের নির্ধারিত সময়ের মধ্যে নিশ্চায়ন সম্পন্ন করার অনুরোধ জানানো হয়েছে। xyxy=(4,933,240,982)
article-saline-bag xyxy=(4,729,240,886)
paragraph: তাদের চিৎকারে আশপাশের লোকজন এগিয়ে এলে হাতিগুলো জঙ্গলের দিকে চলে যায়। বন বিভাগের কর্মকর্তারা ঘটনাস্থল পরিদর্শন করেছেন। ক্ষতিগ্রস্ত পরিবারকে সরকারি নিয়ম অনুযায়ী ক্ষতিপূরণ দেওয়া হবে বলে জানিয়েছেন তারা। রাতে সতর্কতার সঙ্গে চলাচলের জন্য স্থানীয়দের অনুরোধ জানানো হয়েছে। xyxy=(372,1348,536,1407)
paragraph: স্টাফ রিপোর্টার, ঢাকা অফিস: প্রবীণ সাংবাদিক ও দৈনিক পত্রিকার সাবেক সম্পাদক শামসুল আলম বেলাল গতকাল সোমবার রাজধানীর একটি হাসপাতালে চিকিৎসাধীন অবস্থায় ইন্তেকাল করেছেন (ইন্নালিল্লাহি... রাজিউন)। মৃত্যুকালে তার বয়স হয়েছিল ৭৮ বছর। xyxy=(248,391,364,470)
headline[interactable]: বগুড়ায় মহিলা আ'লীগ নেত্রী রানীর দাফন সম্পন্ন xyxy=(707,367,936,407)
zodiac-sign-item xyxy=(707,1019,822,1039)
article-owner-worker-conflict xyxy=(372,880,536,963)
article-class-eleven xyxy=(4,890,240,982)
paragraph: সময় আকস্মিক একটি বাঘ তার ওপর ঝাঁপিয়ে পড়ে। সঙ্গীরা চিৎকার করলে বাঘটি তাকে ছেড়ে বনের ভেতর চলে যায়। পরে স্থানীয়রা তাকে উদ্ধার করে হাসপাতালে নিয়ে যান। বন বিভাগের কর্মকর্তারা বলেন, অনুমতি ছাড়া বনে প্রবেশ না করার জন্য জেলে ও বাওয়ালিদের সতর্ক করা হচ্ছে। xyxy=(4,566,240,606)
article-bangla-academy xyxy=(372,331,536,527)
paragraph: রাজশাহী থেকে ঢাকাগামী সকল যান বন্ধ রেখে তারা বিক্ষোভ করেন। পরে পুলিশ এসে উভয় পক্ষের সঙ্গে আলোচনা করে পরিস্থিতি শান্ত করে। দুপুরের পর যান চলাচল স্বাভাবিক হয়। xyxy=(372,923,536,962)
article-journalist-belal xyxy=(248,392,364,522)
zodiac-sign-item xyxy=(822,939,937,959)
article-moheshkhali xyxy=(372,1157,536,1301)
zodiac-sign-text: কন্যা ঃ মানসিক শান্তি পাবেন। আয় বাড়বে, ব্যয় নিয়ন্ত্রণে রাখুন। xyxy=(723,1018,814,1037)
zodiac-sign-text: বৃষ ঃ পারিবারিক সুখ বৃদ্ধি পাবে। কর্মক্ষেত্রে সুনাম অর্জন। xyxy=(723,939,818,958)
paragraph: স্টাফ রিপোর্টার: বাংলাদেশ কৃষকলীগের কেন্দ্রীয় কমিটির নেতা আজমল হোসেনের পিতার মৃত্যুতে গভীর শোক প্রকাশ করেছেন জেলা কৃষকলীগের নেতৃবৃন্দ। এক শোকবার্তায় তারা মরহুমের রুহের মাগফিরাত কামনা করেন এবং শোকসন্তপ্ত পরিবারের প্রতি গভীর সমবেদনা জানান। xyxy=(248,906,364,984)
row-label: আপনার শুভ রত্ন xyxy=(710,841,768,852)
paragraph: হাসপাতালের তত্ত্বাবধায়ক বলেন, অ্যাম্বুলেন্স সংকটের কারণে বেসরকারি অ্যাম্বুলেন্স ব্যবহার করতে হচ্ছে। বিষয়টি খতিয়ে দেখা হবে এবং দায়ীদের বিরুদ্ধে ব্যবস্থা নেওয়া হবে। স্বাস্থ্য বিভাগের কর্মকর্তারা বলেছেন, জেলার প্রতিটি হাসপাতালে জরুরি সেবা নিশ্চিত করতে নির্দেশনা দেওয়া হয়েছে। xyxy=(4,814,240,853)
paragraph: এ সময় উপস্থিত ছিলেন শ্রমিক সংগঠনের নেতৃবৃন্দ ও মিলের কর্মকর্তারা। সভায় আগামী সপ্তাহে আবার বৈঠক করার সিদ্ধান্ত নেওয়া হয়। শ্রমিকদের বকেয়া মজুরি পরিশোধের বিষয়ে একটি কমিটি গঠনের প্রস্তাব দেওয়া হয়। xyxy=(4,490,240,519)
zodiac-sign-text: মেষ ঃ ব্যবসায়িক কাজে অগ্রগতি। শিক্ষায় নতুন সুযোগ আসবে। স্বাস্থ্য ভালো থাকবে। xyxy=(723,910,805,938)
headline[interactable]: স্যালাইন ব্যাগ ঝুলানো xyxy=(63,732,181,748)
headline[interactable]: বগুড়ায় করোনায় আরও দু'জনের মৃত্যু xyxy=(377,71,531,110)
